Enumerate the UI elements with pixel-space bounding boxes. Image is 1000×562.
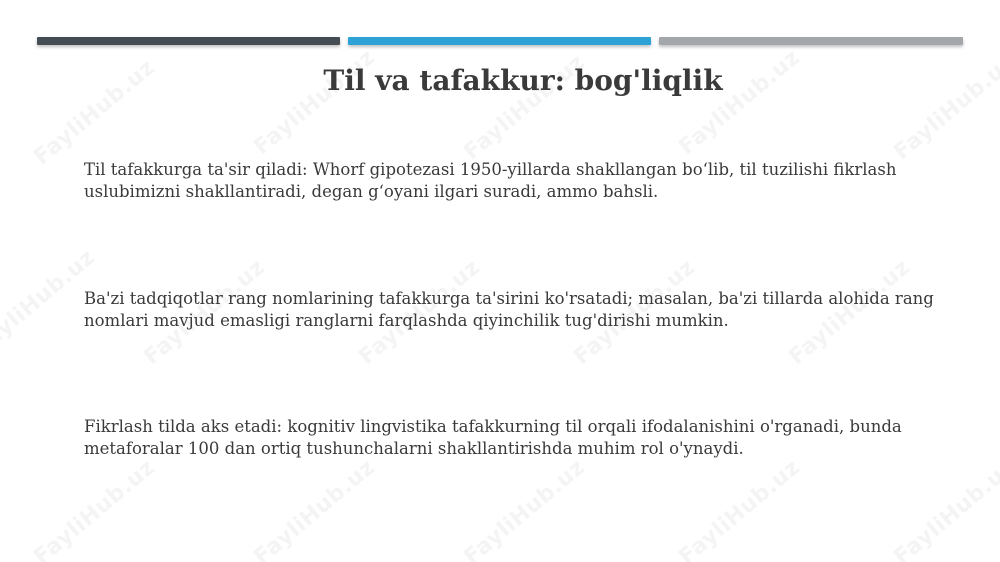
- paragraph-whorf-hypothesis: Til tafakkurga ta'sir qiladi: Whorf gipotezasi 1950-yillarda shakllangan bo‘lib, til tuzilishi fikrlash uslubimizni shakllantiradi, degan g‘oyani ilgari suradi, ammo bahsli.: [84, 160, 897, 201]
- watermark: [674, 455, 805, 562]
- slide-title: Til va tafakkur: bog'liqlik: [323, 64, 723, 97]
- top-bar-blue: [348, 37, 651, 45]
- top-bar-gray: [659, 37, 963, 45]
- watermark: [29, 455, 160, 562]
- watermark: [889, 455, 1000, 562]
- paragraph-color-names: Ba'zi tadqiqotlar rang nomlarining tafakkurga ta'sirini ko'rsatadi; masalan, ba'zi tillarda alohida rang nomlari mavjud emasligi ranglarni farqlashda qiyinchilik tug'dirishi mumkin.: [84, 289, 934, 330]
- watermark: [459, 455, 590, 562]
- watermark: [249, 455, 380, 562]
- watermark: [29, 55, 160, 170]
- top-bar-dark: [37, 37, 340, 45]
- watermark: [889, 50, 1000, 165]
- paragraph-cognitive-linguistics: Fikrlash tilda aks etadi: kognitiv lingvistika tafakkurning til orqali ifodalanishini o'rganadi, bunda metaforalar 100 dan ortiq tushunchalarni shakllantirishda muhim rol o'ynaydi.: [84, 417, 902, 458]
